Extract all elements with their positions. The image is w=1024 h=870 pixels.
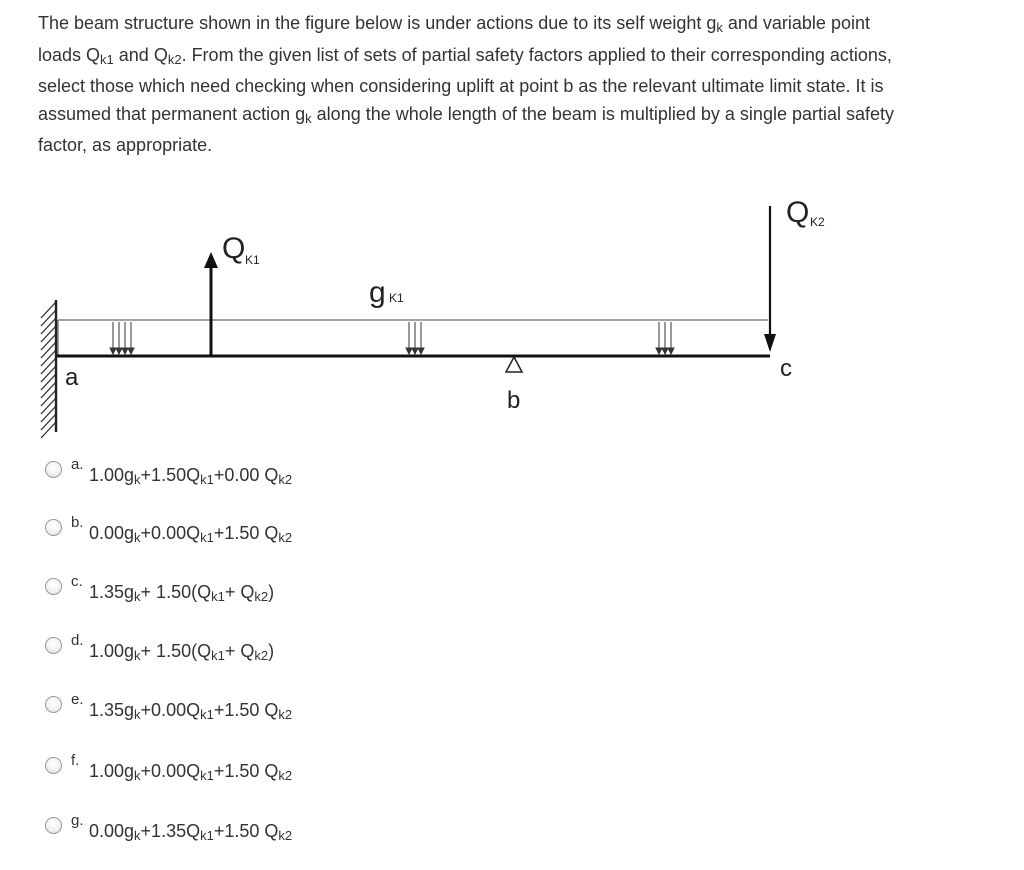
question-text-segment: . From the given list of sets of partial safety factors applied to their corresponding actions, — [181, 44, 892, 65]
option-text-segment: 1.35g — [89, 700, 135, 720]
option-letter: g. — [71, 812, 84, 829]
subscript: k1 — [200, 472, 214, 487]
question-text-segment: along the whole length of the beam is multiplied by a single partial safety — [311, 103, 895, 124]
option-text-segment: +0.00Q — [140, 761, 201, 781]
gk-label: g — [369, 276, 386, 309]
question-text-segment: assumed that permanent action g — [38, 103, 306, 124]
option-d-radio[interactable] — [45, 637, 62, 654]
option-c-radio[interactable] — [45, 578, 62, 595]
subscript: k2 — [167, 51, 182, 67]
option-text-segment: 1.35g — [89, 582, 135, 602]
gk-label-sub: K1 — [389, 291, 404, 305]
qk2-label-sub: K2 — [810, 215, 825, 229]
option-a-radio[interactable] — [45, 461, 62, 478]
label-a: a — [65, 364, 79, 391]
option-text-segment: + 1.50(Q — [140, 582, 212, 602]
option-letter: d. — [71, 632, 84, 649]
question-text-segment: and Q — [113, 44, 168, 65]
option-text-segment: 1.00g — [89, 761, 135, 781]
subscript: k — [134, 828, 141, 843]
option-text — [89, 582, 274, 604]
option-b[interactable] — [45, 514, 292, 544]
label-b: b — [507, 387, 521, 414]
subscript: k1 — [100, 51, 114, 67]
option-text — [89, 523, 292, 545]
subscript: k2 — [278, 828, 293, 843]
option-text-segment: +0.00 Q — [213, 465, 279, 485]
subscript: k1 — [211, 648, 225, 663]
option-text — [89, 821, 292, 843]
option-text-segment: + Q — [224, 641, 255, 661]
question-line-2 — [38, 42, 1013, 74]
qk1-arrow — [204, 252, 218, 356]
option-text-segment: 0.00g — [89, 523, 135, 543]
qk2-arrow — [764, 206, 776, 352]
question-text-segment: and variable point — [722, 13, 870, 33]
option-a[interactable] — [45, 456, 292, 486]
qk1-label-sub: K1 — [245, 253, 260, 267]
option-text-segment: +1.50 Q — [213, 761, 279, 781]
option-text-segment: + 1.50(Q — [140, 641, 212, 661]
subscript: k — [305, 110, 312, 126]
subscript: k1 — [200, 530, 214, 545]
subscript: k — [134, 530, 141, 545]
option-text — [89, 641, 274, 663]
question-line-1 — [38, 10, 1013, 42]
subscript: k — [134, 648, 141, 663]
option-text-segment: +1.35Q — [140, 821, 201, 841]
option-letter: e. — [71, 691, 84, 708]
subscript: k2 — [278, 530, 293, 545]
subscript: k2 — [254, 648, 269, 663]
option-f-radio[interactable] — [45, 757, 62, 774]
beam-diagram — [0, 170, 1024, 450]
subscript: k — [134, 472, 141, 487]
qk1-label: Q — [222, 232, 246, 265]
gk-arrows-group-3 — [656, 322, 674, 354]
question-line-3: select those which need checking when considering uplift at point b as the relevant ultimate limit state. It is — [38, 76, 884, 96]
subscript: k1 — [200, 768, 214, 783]
option-e[interactable] — [45, 691, 292, 721]
subscript: k2 — [278, 707, 293, 722]
option-f[interactable] — [45, 752, 292, 782]
option-text-segment: 0.00g — [89, 821, 135, 841]
option-text-segment: ) — [268, 641, 275, 661]
subscript: k1 — [200, 828, 214, 843]
option-text-segment: +0.00Q — [140, 700, 201, 720]
option-g-radio[interactable] — [45, 817, 62, 834]
option-text — [89, 465, 292, 487]
option-letter: b. — [71, 514, 84, 531]
option-text-segment: +1.50 Q — [213, 700, 279, 720]
subscript: k1 — [200, 707, 214, 722]
option-text-segment: 1.00g — [89, 465, 135, 485]
option-c[interactable] — [45, 573, 274, 603]
option-letter: f. — [71, 752, 80, 769]
subscript: k — [134, 768, 141, 783]
subscript: k2 — [278, 768, 293, 783]
option-text-segment: + Q — [224, 582, 255, 602]
option-d[interactable] — [45, 632, 274, 662]
pin-support-b — [506, 357, 522, 372]
subscript: k2 — [278, 472, 293, 487]
subscript: k2 — [254, 589, 269, 604]
question-line-4 — [38, 101, 1013, 133]
option-e-radio[interactable] — [45, 696, 62, 713]
subscript: k — [716, 20, 723, 35]
question-line-5: factor, as appropriate. — [38, 135, 213, 155]
question-text-segment: loads Q — [38, 44, 101, 65]
gk-arrows-group-2 — [406, 322, 424, 354]
option-g[interactable] — [45, 812, 292, 842]
option-text-segment: +0.00Q — [140, 523, 201, 543]
subscript: k1 — [211, 589, 225, 604]
option-text — [89, 700, 292, 722]
question-text-segment: The beam structure shown in the figure below is under actions due to its self weight g — [38, 13, 717, 33]
option-text-segment: +1.50 Q — [213, 821, 279, 841]
option-text-segment: ) — [268, 582, 275, 602]
fixed-support-wall — [41, 300, 56, 438]
option-text — [89, 761, 292, 783]
qk2-label: Q — [786, 196, 810, 229]
label-c: c — [780, 355, 792, 382]
option-text-segment: +1.50 Q — [213, 523, 279, 543]
option-b-radio[interactable] — [45, 519, 62, 536]
question-text — [38, 10, 1013, 160]
option-text-segment: 1.00g — [89, 641, 135, 661]
subscript: k — [134, 589, 141, 604]
gk-arrows-group-1 — [110, 322, 134, 354]
option-letter: a. — [71, 456, 84, 473]
option-text-segment: +1.50Q — [140, 465, 201, 485]
subscript: k — [134, 707, 141, 722]
option-letter: c. — [71, 573, 83, 590]
